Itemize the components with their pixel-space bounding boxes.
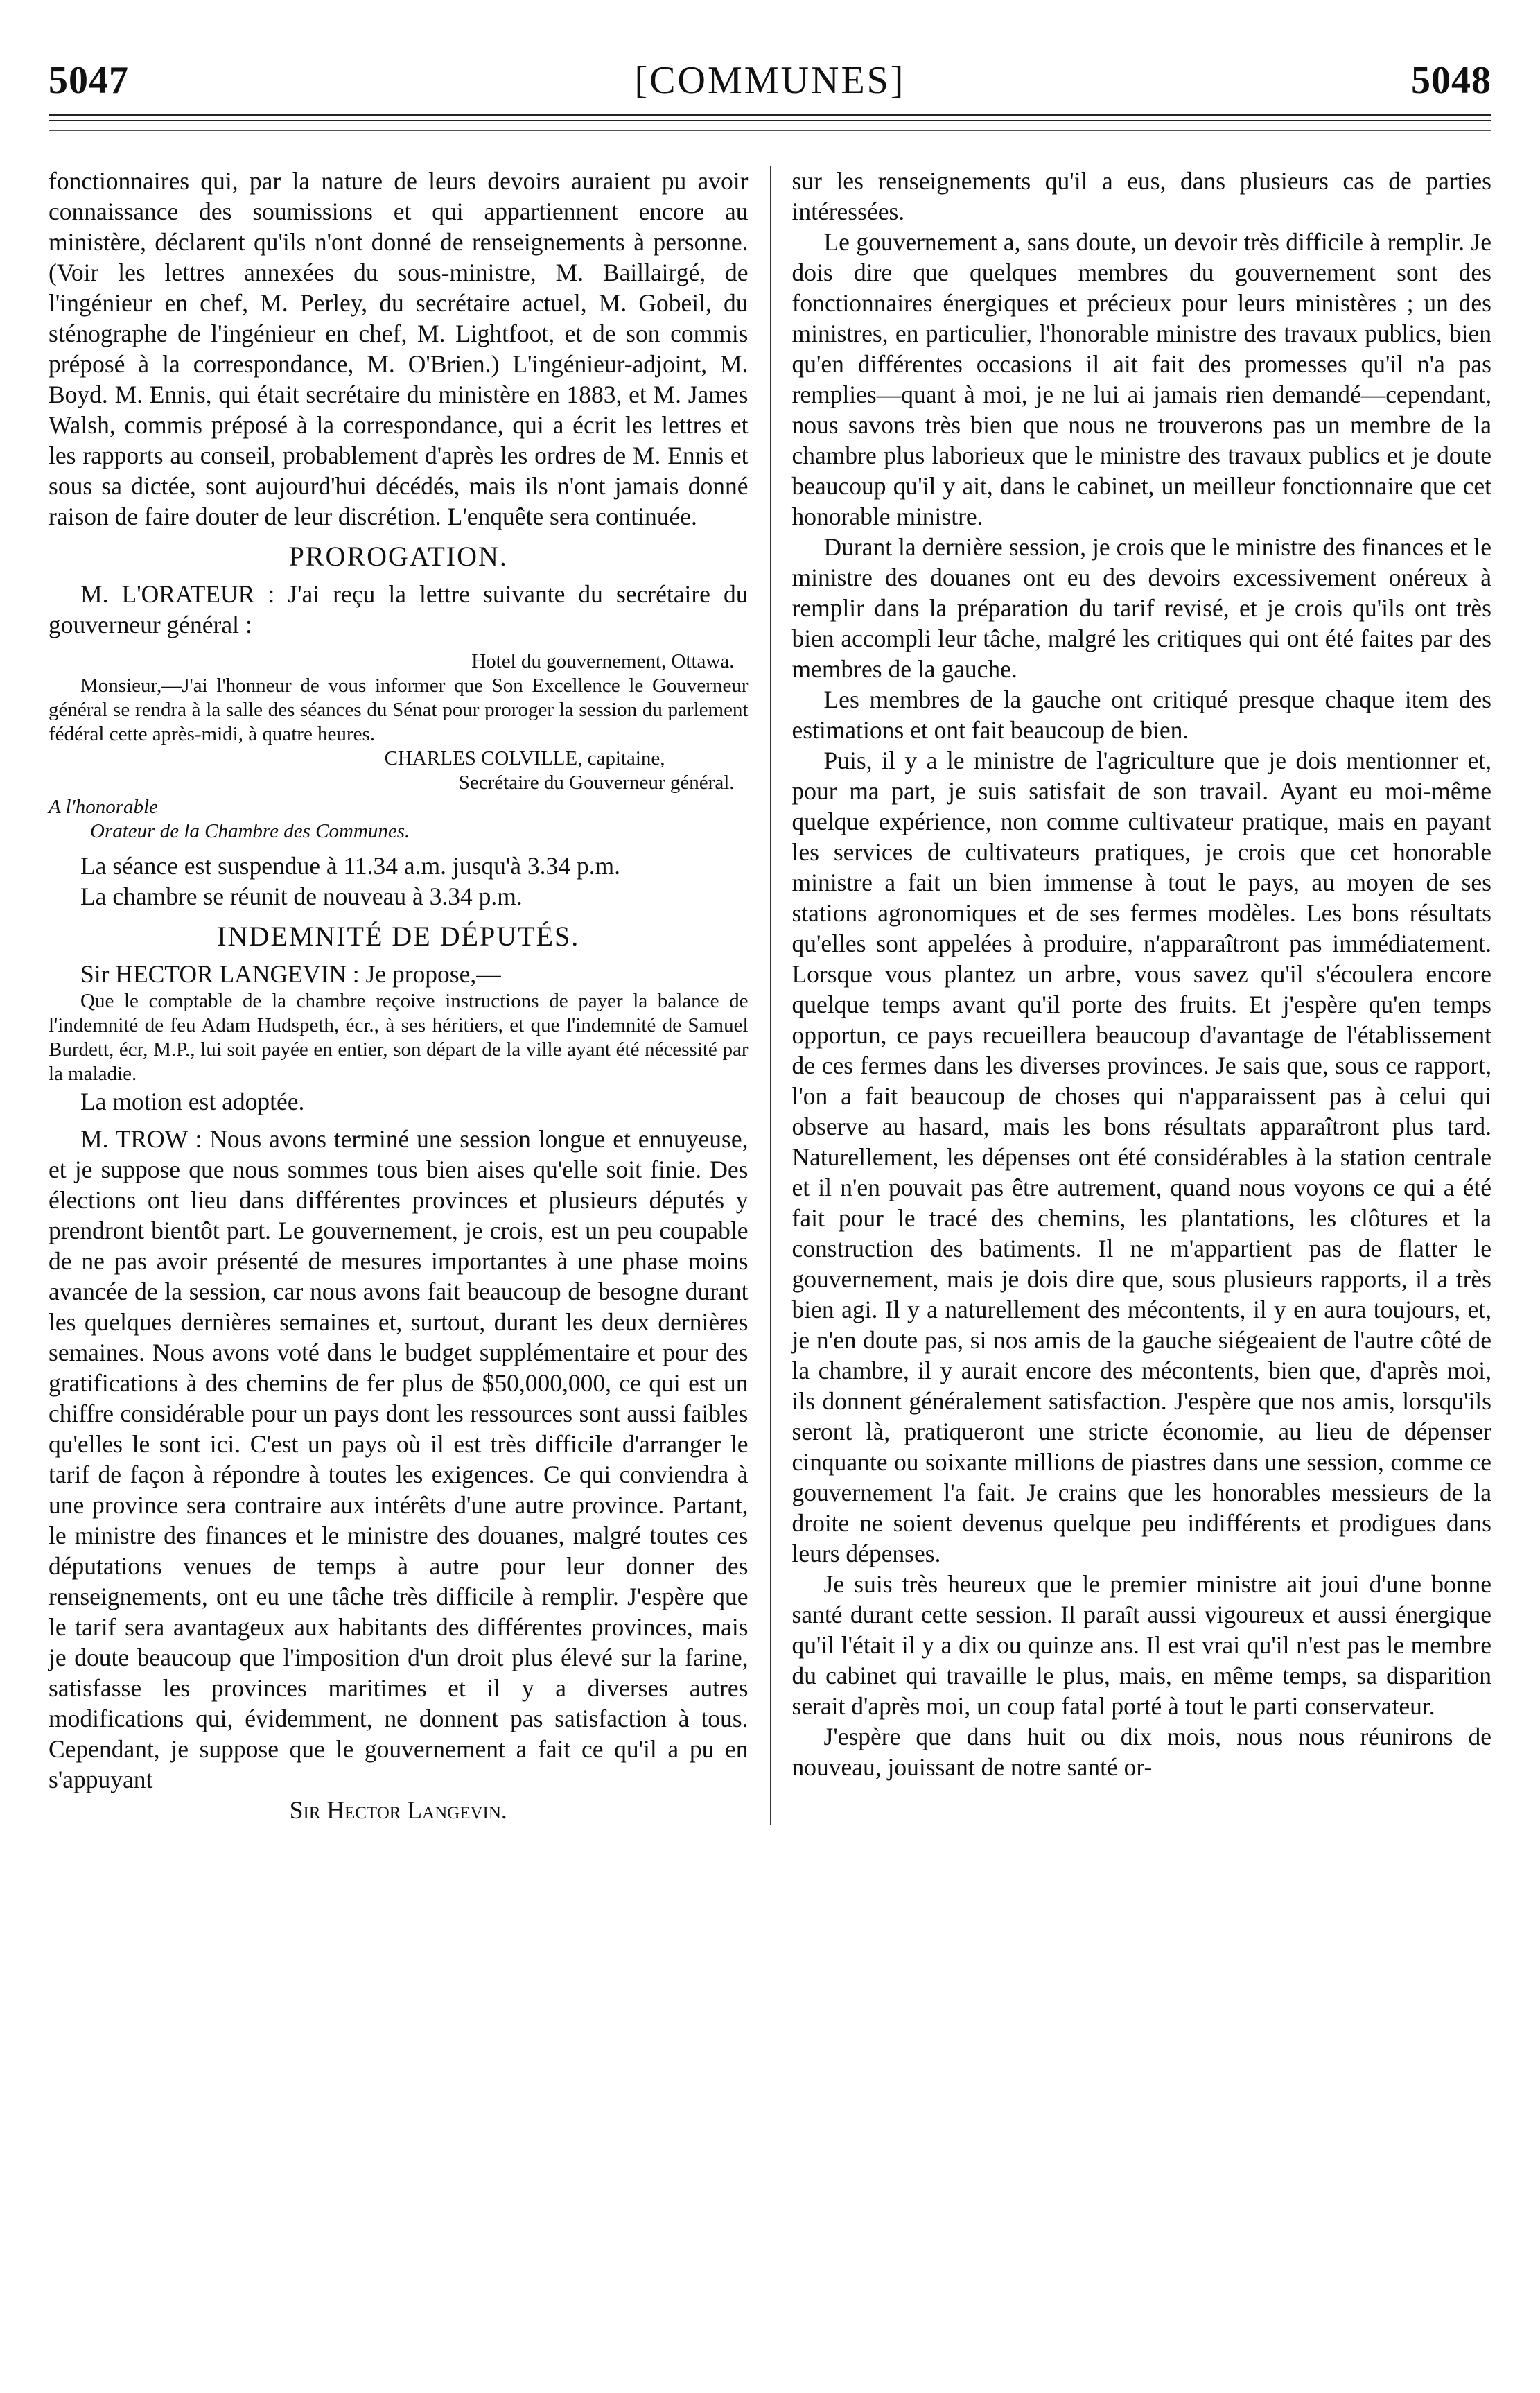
footer-signature: Sir Hector Langevin.	[289, 1796, 507, 1824]
paragraph: sur les renseignements qu'il a eus, dans plusieurs cas de parties intéressées.	[791, 167, 1491, 225]
paragraph: M. TROW : Nous avons terminé une session longue et ennuyeuse, et je suppose que nous sommes tous bien aises qu'elle soit finie. Des élections ont lieu dans différentes provinces et plusieurs députés y prendront bientôt part. Le gouvernement, je crois, est un peu coupable de ne pas avoir présenté de mesures importantes à une phase moins avancée de la session, car nous avons fait beaucoup de besogne durant les quelques dernières semaines et, surtout, durant les deux dernières semaines. Nous avons voté dans le budget supplémentaire et pour des gratifications à des chemins de fer plus de $50,000,000, ce qui est un chiffre considérable pour un pays dont les ressources sont aussi faibles qu'elles le sont ici. C'est un pays où il est très difficile d'arranger le tarif de façon à répondre à toutes les exigences. Ce qui conviendra à une province sera contraire aux intérêts d'une autre province. Partant, le ministre des finances et le ministre des douanes, malgré toutes ces députations venues de temps à autre pour leur donner des renseignements, ont eu une tâche très difficile à remplir. J'espère que le tarif sera avantageux aux habitants des différentes provinces, mais je doute beaucoup que l'imposition d'un droit plus élevé sur la farine, satisfasse les provinces maritimes et il y a diverses autres modifications qui, évidemment, ne donnent pas satisfaction à tous. Cependant, je suppose que le gouvernement a fait ce qu'il a pu en s'appuyant	[49, 1125, 749, 1793]
left-column	[49, 166, 749, 1825]
running-title: [COMMUNES]	[634, 59, 906, 102]
column-divider	[770, 166, 771, 1825]
right-page-number: 5048	[1410, 59, 1491, 102]
section-heading: INDEMNITÉ DE DÉPUTÉS.	[217, 921, 580, 952]
left-page-number: 5047	[49, 59, 129, 102]
paragraph: La motion est adoptée.	[80, 1088, 305, 1115]
paragraph: Je suis très heureux que le premier ministre ait joui d'une bonne santé durant cette session. Il paraît aussi vigoureux et aussi énergique qu'il l'était il y a dix ou quinze ans. Il est vrai qu'il n'est pas le membre du cabinet qui travaille le plus, mais, en même temps, sa disparition serait d'après moi, un coup fatal porté à tout le parti conservateur.	[791, 1570, 1491, 1720]
paragraph: Les membres de la gauche ont critiqué presque chaque item des estimations et ont fait beaucoup de bien.	[791, 686, 1491, 744]
paragraph: Durant la dernière session, je crois que le ministre des finances et le ministre des douanes ont eu des devoirs excessivement onéreux à remplir dans la préparation du tarif revisé, et je crois qu'ils ont très bien accompli leur tâche, malgré les critiques qui ont été faites par des membres de la gauche.	[791, 533, 1491, 683]
header-rule	[49, 130, 1491, 131]
columns	[49, 166, 1491, 1825]
header-double-rule	[49, 114, 1491, 121]
letter-address: A l'honorable	[49, 796, 158, 818]
letter-body: Monsieur,—J'ai l'honneur de vous informer que Son Excellence le Gouverneur général se rendra à la salle des séances du Sénat pour proroger la session du parlement fédéral cette après-midi, à quatre heures.	[49, 675, 749, 745]
letter	[49, 650, 749, 844]
letter-signature-name: CHARLES COLVILLE, capitaine,	[384, 747, 665, 769]
right-column	[792, 166, 1492, 1825]
motion-text: Que le comptable de la chambre reçoive instructions de payer la balance de l'indemnité de feu Adam Hudspeth, écr., à ses héritiers, et que l'indemnité de Samuel Burdett, écr, M.P., lui soit payée en entier, son départ de la ville ayant été nécessité par la maladie.	[49, 990, 749, 1085]
paragraph: fonctionnaires qui, par la nature de leurs devoirs auraient pu avoir connaissance des soumissions et qui appartiennent encore au ministère, déclarent qu'ils n'ont donné de renseignements à personne. (Voir les lettres annexées du sous-ministre, M. Baillairgé, de l'ingénieur en chef, M. Perley, du secrétaire actuel, M. Gobeil, du sténographe de l'ingénieur en chef, M. Lightfoot, et de son commis préposé à la correspondance, M. O'Brien.) L'ingénieur-adjoint, M. Boyd. M. Ennis, qui était secrétaire du ministère en 1883, et M. James Walsh, commis préposé à la correspondance, qui a écrit les lettres et les rapports au conseil, probablement d'après les ordres de M. Ennis et sous sa dictée, sont aujourd'hui décédés, mais ils n'ont jamais donné raison de faire douter de leur discrétion. L'enquête sera continuée.	[49, 167, 749, 530]
letter-place: Hotel du gouvernement, Ottawa.	[471, 650, 735, 672]
paragraph: Sir HECTOR LANGEVIN : Je propose,—	[80, 960, 501, 988]
paragraph: La chambre se réunit de nouveau à 3.34 p.m.	[80, 882, 523, 910]
paragraph: J'espère que dans huit ou dix mois, nous nous réunirons de nouveau, jouissant de notre santé or-	[791, 1723, 1491, 1781]
paragraph: Le gouvernement a, sans doute, un devoir très difficile à remplir. Je dois dire que quelques membres du gouvernement sont des fonctionnaires énergiques et précieux pour leurs ministères ; un des ministres, en particulier, l'honorable ministre des travaux publics, bien qu'en différentes occasions il ait fait des promesses qu'il n'a pas remplies—quant à moi, je ne lui ai jamais rien demandé—cependant, nous savons très bien que nous ne trouverons pas un membre de la chambre plus laborieux que le ministre des travaux publics et je doute beaucoup qu'il y ait, dans le cabinet, un meilleur fonctionnaire que cet honorable ministre.	[791, 228, 1491, 530]
paragraph: La séance est suspendue à 11.34 a.m. jusqu'à 3.34 p.m.	[80, 852, 620, 880]
letter-signature-title: Secrétaire du Gouverneur général.	[458, 772, 735, 794]
page-header	[49, 42, 1491, 103]
paragraph: M. L'ORATEUR : J'ai reçu la lettre suivante du secrétaire du gouverneur général :	[49, 580, 749, 638]
letter-address: Orateur de la Chambre des Communes.	[90, 820, 410, 842]
paragraph: Puis, il y a le ministre de l'agriculture que je dois mentionner et, pour ma part, je suis satisfait de son travail. Ayant eu moi-même quelque expérience, non comme cultivateur pratique, mais en payant les services de cultivateurs pratiques, je crois que cet honorable ministre a fait un bien immense à tout le pays, au moyen de ses stations agronomiques et de ses fermes modèles. Les bons résultats qu'elles sont appelées à produire, n'apparaîtront pas immédiatement. Lorsque vous plantez un arbre, vous savez qu'il s'écoulera encore quelque temps avant qu'il porte des fruits. Et j'espère qu'en temps opportun, ce pays recueillera beaucoup d'avantage de l'établissement de ces fermes dans les diverses provinces. Je sais que, sous ce rapport, l'on a fait beaucoup de choses qui n'apparaissent pas à celui qui observe au hasard, mais les bons résultats apparaîtront plus tard. Naturellement, les dépenses ont été considérables à la station centrale et il n'en pouvait pas être autrement, quand nous voyons ce qui a été fait pour le tracé des chemins, les plantations, les clôtures et la construction des batiments. Il ne m'appartient pas de flatter le gouvernement, mais je dois dire que, sous plusieurs rapports, il a très bien agi. Il y a naturellement des mécontents, il y en aura toujours, et, je n'en doute pas, si nos amis de la gauche siégeaient de l'autre côté de la chambre, il y aurait encore des mécontents, bien que, d'après moi, ils donnent généralement satisfaction. J'espère que nos amis, lorsqu'ils seront là, pratiqueront une stricte économie, au lieu de dépenser cinquante ou soixante millions de piastres dans une session, comme ce gouvernement l'a fait. Je crains que les honorables messieurs de la droite ne soient devenus quelque peu indifférents et prodigues dans leurs dépenses.	[791, 747, 1491, 1567]
section-heading: PROROGATION.	[288, 541, 508, 572]
